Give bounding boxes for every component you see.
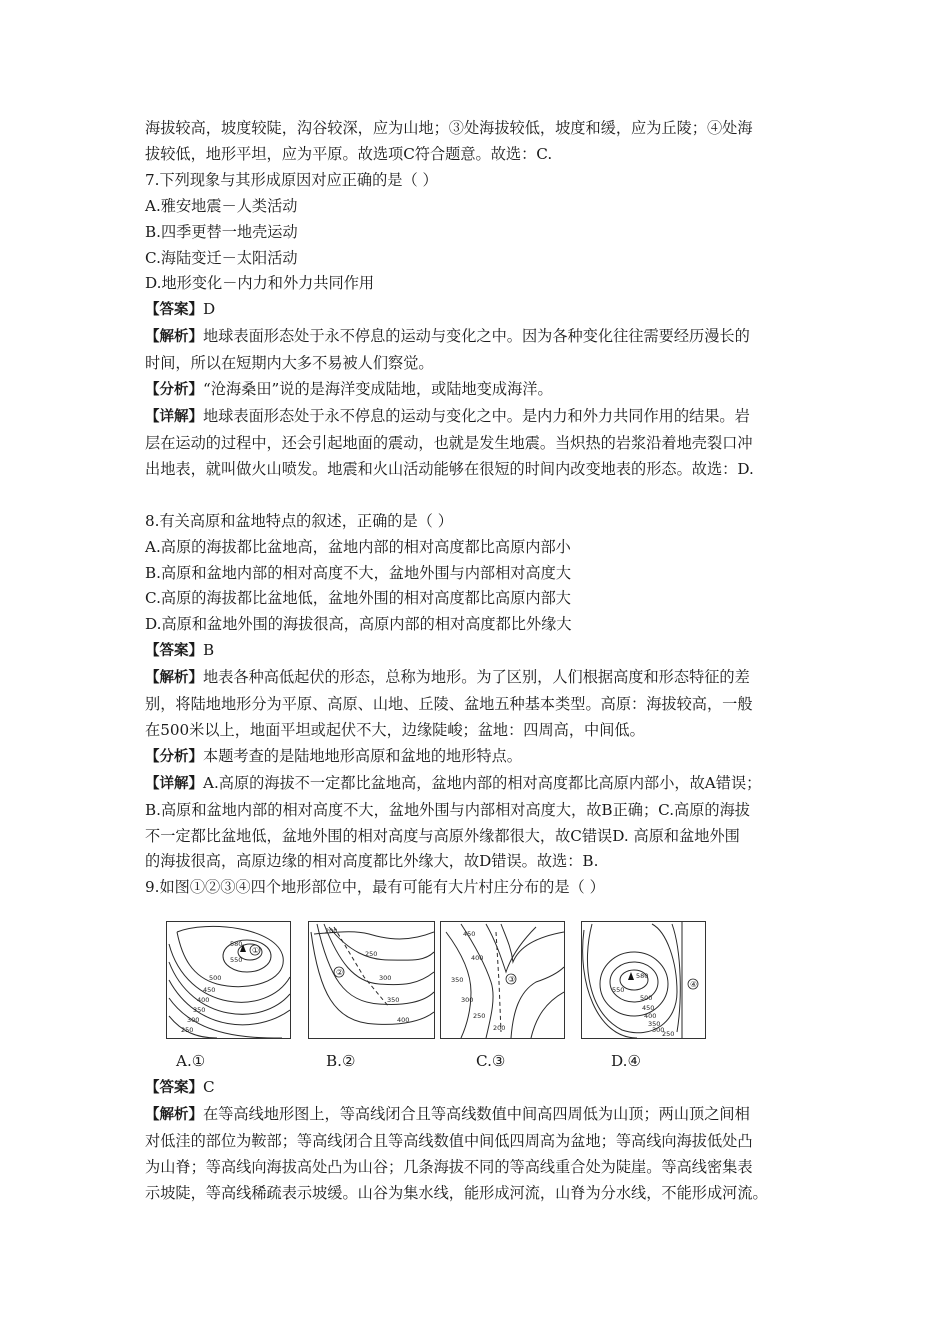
xiangjie-tag: 【详解】 xyxy=(145,408,203,425)
q8-jiexi-line: 在500米以上，地面平坦或起伏不大，边缘陡峻；盆地：四周高，中间低。 xyxy=(145,720,645,739)
question-7-option-b: B.四季更替一地壳运动 xyxy=(145,222,298,241)
jiexi-text: 地表各种高低起伏的形态，总称为地形。为了区别，人们根据高度和形态特征的差 xyxy=(203,668,750,687)
q8-jiexi-line: 别，将陆地地形分为平原、高原、山地、丘陵、盆地五种基本类型。高原：海拔较高，一般 xyxy=(145,695,753,714)
contour-label: 250 xyxy=(181,1026,194,1035)
position-marker-1: ① xyxy=(252,946,260,956)
contour-label: 350 xyxy=(648,1020,661,1029)
answer-value: D xyxy=(203,300,216,319)
contour-label: 450 xyxy=(642,1004,655,1013)
contour-map-4 xyxy=(581,921,706,1039)
contour-map-3 xyxy=(440,921,565,1039)
q8-jiexi-line xyxy=(145,665,815,692)
contour-label: 550 xyxy=(612,986,625,995)
q7-fenxi xyxy=(145,377,815,404)
contour-label: 450 xyxy=(463,930,476,939)
answer-value: C xyxy=(203,1078,215,1097)
question-9-option-d: D.④ xyxy=(611,1052,642,1071)
jiexi-tag: 【解析】 xyxy=(145,670,203,687)
question-9-options xyxy=(145,1049,815,1075)
question-8-option-b: B.高原和盆地内部的相对高度不大，盆地外围与内部相对高度大 xyxy=(145,563,572,582)
contour-label: 350 xyxy=(451,976,464,985)
q7-xiangjie-line: 出地表，就叫做火山喷发。地震和火山活动能够在很短的时间内改变地表的形态。故选：D. xyxy=(145,459,754,478)
contour-label: 350 xyxy=(193,1006,206,1015)
text-line: 海拔较高，坡度较陡，沟谷较深，应为山地；③处海拔较低，坡度和缓，应为丘陵；④处海 xyxy=(145,119,753,137)
contour-map-2-svg xyxy=(309,922,434,1038)
fenxi-text: “沧海桑田”说的是海洋变成陆地，或陆地变成海洋。 xyxy=(203,380,553,399)
question-7-stem: 7.下列现象与其形成原因对应正确的是（ ） xyxy=(145,170,438,189)
q8-xiangjie-line xyxy=(145,771,815,798)
q9-jiexi-line: 示坡陡，等高线稀疏表示坡缓。山谷为集水线，能形成河流，山脊为分水线，不能形成河流。 xyxy=(145,1183,768,1202)
question-8-stem: 8.有关高原和盆地特点的叙述，正确的是（ ） xyxy=(145,511,453,530)
q7-xiangjie-line xyxy=(145,404,815,431)
position-marker-3: ③ xyxy=(508,975,516,985)
question-7-option-d: D.地形变化－内力和外力共同作用 xyxy=(145,274,375,293)
fenxi-tag: 【分析】 xyxy=(145,382,203,399)
q7-answer xyxy=(145,297,815,324)
jiexi-tag: 【解析】 xyxy=(145,329,203,346)
jiexi-text: 在等高线地形图上，等高线闭合且等高线数值中间高四周低为山顶；两山顶之间相 xyxy=(203,1105,750,1124)
q9-jiexi-line: 对低洼的部位为鞍部；等高线闭合且等高线数值中间低四周高为盆地；等高线向海拔低处凸 xyxy=(145,1132,753,1151)
position-marker-2: ② xyxy=(336,968,344,978)
contour-label: 300 xyxy=(652,1026,665,1035)
answer-tag: 【答案】 xyxy=(145,643,203,660)
contour-map-1 xyxy=(166,921,291,1039)
xiangjie-text: A.高原的海拔不一定都比盆地高，盆地内部的相对高度都比高原内部小，故A错误； xyxy=(203,773,762,792)
text-line: 拔较低，地形平坦，应为平原。故选项C符合题意。故选：C. xyxy=(145,144,553,163)
contour-label: 580 xyxy=(230,940,243,949)
q8-fenxi xyxy=(145,744,815,771)
contour-label: 300 xyxy=(187,1016,200,1025)
contour-label: 200 xyxy=(325,927,338,936)
fenxi-tag: 【分析】 xyxy=(145,748,203,765)
contour-label: 300 xyxy=(379,974,392,983)
answer-value: B xyxy=(203,641,215,660)
question-9-option-c: C.③ xyxy=(476,1052,506,1071)
answer-tag: 【答案】 xyxy=(145,302,203,319)
contour-map-2 xyxy=(308,921,435,1039)
question-8-option-d: D.高原和盆地外围的海拔很高，高原内部的相对高度都比外缘大 xyxy=(145,615,572,634)
contour-label: 500 xyxy=(209,974,222,983)
q9-jiexi-line: 为山脊；等高线向海拔高处凸为山谷；几条海拔不同的等高线重合处为陡崖。等高线密集表 xyxy=(145,1158,753,1176)
contour-figures xyxy=(162,921,815,1039)
question-7-option-c: C.海陆变迁－太阳活动 xyxy=(145,248,298,267)
question-9-stem: 9.如图①②③④四个地形部位中，最有可能有大片村庄分布的是（ ） xyxy=(145,878,605,897)
xiangjie-tag: 【详解】 xyxy=(145,775,203,792)
contour-label: 200 xyxy=(493,1024,506,1033)
contour-map-3-svg xyxy=(441,922,564,1038)
contour-label: 400 xyxy=(471,954,484,963)
contour-label: 250 xyxy=(473,1012,486,1021)
contour-map-4-svg xyxy=(582,922,705,1038)
xiangjie-text: 地球表面形态处于永不停息的运动与变化之中。是内力和外力共同作用的结果。岩 xyxy=(203,406,750,425)
jiexi-text: 地球表面形态处于永不停息的运动与变化之中。因为各种变化往往需要经历漫长的 xyxy=(203,327,750,346)
q7-xiangjie-line: 层在运动的过程中，还会引起地面的震动，也就是发生地震。当炽热的岩浆沿着地壳裂口冲 xyxy=(145,433,753,452)
contour-map-1-svg xyxy=(167,922,290,1038)
contour-label: 550 xyxy=(230,956,243,965)
contour-label: 300 xyxy=(461,996,474,1005)
contour-label: 400 xyxy=(644,1012,657,1021)
contour-label: 250 xyxy=(365,950,378,959)
q8-answer xyxy=(145,638,815,665)
q8-xiangjie-line: 不一定都比盆地低，盆地外围的相对高度与高原外缘都很大，故C错误D. 高原和盆地外围 xyxy=(145,826,740,845)
document-page xyxy=(145,116,815,1207)
contour-label: 450 xyxy=(203,986,216,995)
q9-answer xyxy=(145,1075,815,1102)
contour-label: 500 xyxy=(640,994,653,1003)
q8-xiangjie-line: B.高原和盆地内部的相对高度不大，盆地外围与内部相对高度大，故B正确；C.高原的海拔 xyxy=(145,800,750,819)
question-7-option-a: A.雅安地震－人类活动 xyxy=(145,196,298,215)
question-9-option-b: B.② xyxy=(326,1052,356,1071)
question-8-option-c: C.高原的海拔都比盆地低，盆地外围的相对高度都比高原内部大 xyxy=(145,589,571,608)
question-8-option-a: A.高原的海拔都比盆地高，盆地内部的相对高度都比高原内部小 xyxy=(145,537,571,556)
contour-label: 250 xyxy=(662,1030,675,1039)
contour-label: 580 xyxy=(636,972,649,981)
answer-tag: 【答案】 xyxy=(145,1080,203,1097)
contour-label: 400 xyxy=(197,996,210,1005)
q7-jiexi-line: 时间，所以在短期内大多不易被人们察觉。 xyxy=(145,354,434,373)
fenxi-text: 本题考查的是陆地地形高原和盆地的地形特点。 xyxy=(203,746,522,765)
q9-jiexi-line xyxy=(145,1102,815,1129)
contour-label: 400 xyxy=(397,1016,410,1025)
q7-jiexi-line xyxy=(145,324,815,351)
q8-xiangjie-line: 的海拔很高，高原边缘的相对高度都比外缘大，故D错误。故选：B. xyxy=(145,852,599,871)
jiexi-tag: 【解析】 xyxy=(145,1107,203,1124)
question-9-option-a: A.① xyxy=(176,1052,206,1071)
contour-label: 350 xyxy=(387,996,400,1005)
position-marker-4: ④ xyxy=(690,980,698,990)
